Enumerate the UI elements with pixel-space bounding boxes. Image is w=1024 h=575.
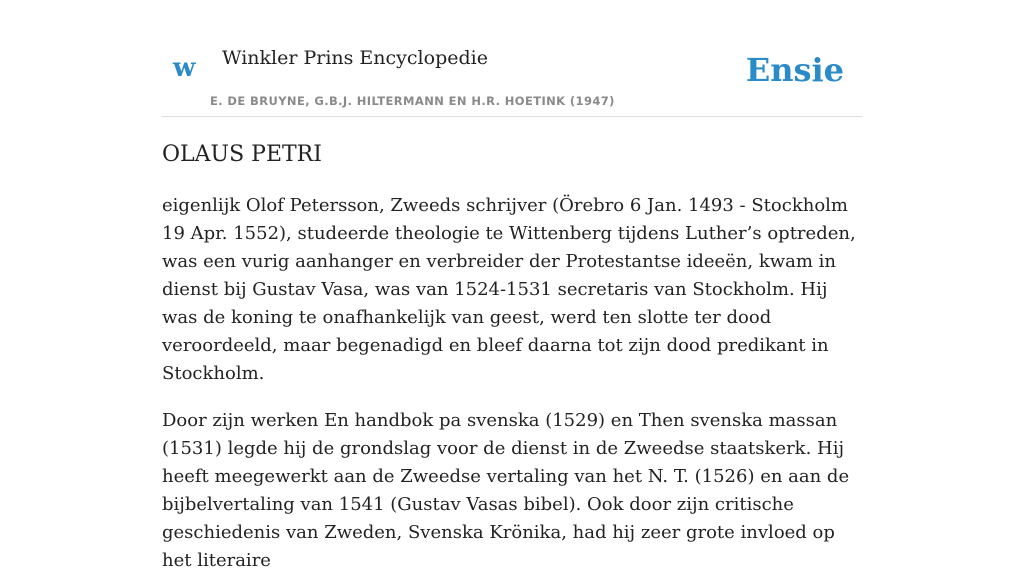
encyclopedia-authors: E. DE BRUYNE, G.B.J. HILTERMANN EN H.R. HOETINK (1947) <box>210 94 615 108</box>
article-title: OLAUS PETRI <box>162 142 322 167</box>
encyclopedia-title[interactable]: Winkler Prins Encyclopedie <box>222 47 488 69</box>
article <box>162 140 862 575</box>
site-header <box>162 30 862 117</box>
article-paragraph-1: eigenlijk Olof Petersson, Zweeds schrijver (Örebro 6 Jan. 1493 - Stockholm 19 Apr. 1552), studeerde theologie te Wittenberg tijdens Luther’s optreden, was een vurig aanhanger en verbreider der Protestantse ideeën, kwam in dienst bij Gustav Vasa, was van 1524-1531 secretaris van Stockholm. Hij was de koning te onafhankelijk van geest, werd ten slotte ter dood veroordeeld, maar begenadigd en bleef daarna tot zijn dood predikant in Stockholm. <box>162 195 856 384</box>
ensie-brand-link[interactable]: Ensie <box>745 51 844 89</box>
article-paragraph-2: Door zijn werken En handbok pa svenska (1529) en Then svenska massan (1531) legde hij de grondslag voor de dienst in de Zweedse staatskerk. Hij heeft meegewerkt aan de Zweedse vertaling van het N. T. (1526) en aan de bijbelvertaling van 1541 (Gustav Vasas bibel). Ook door zijn critische geschiedenis van Zweden, Svenska Krönika, had hij zeer grote invloed op het literaire <box>162 410 850 571</box>
winkler-prins-logo[interactable]: w <box>173 53 196 83</box>
